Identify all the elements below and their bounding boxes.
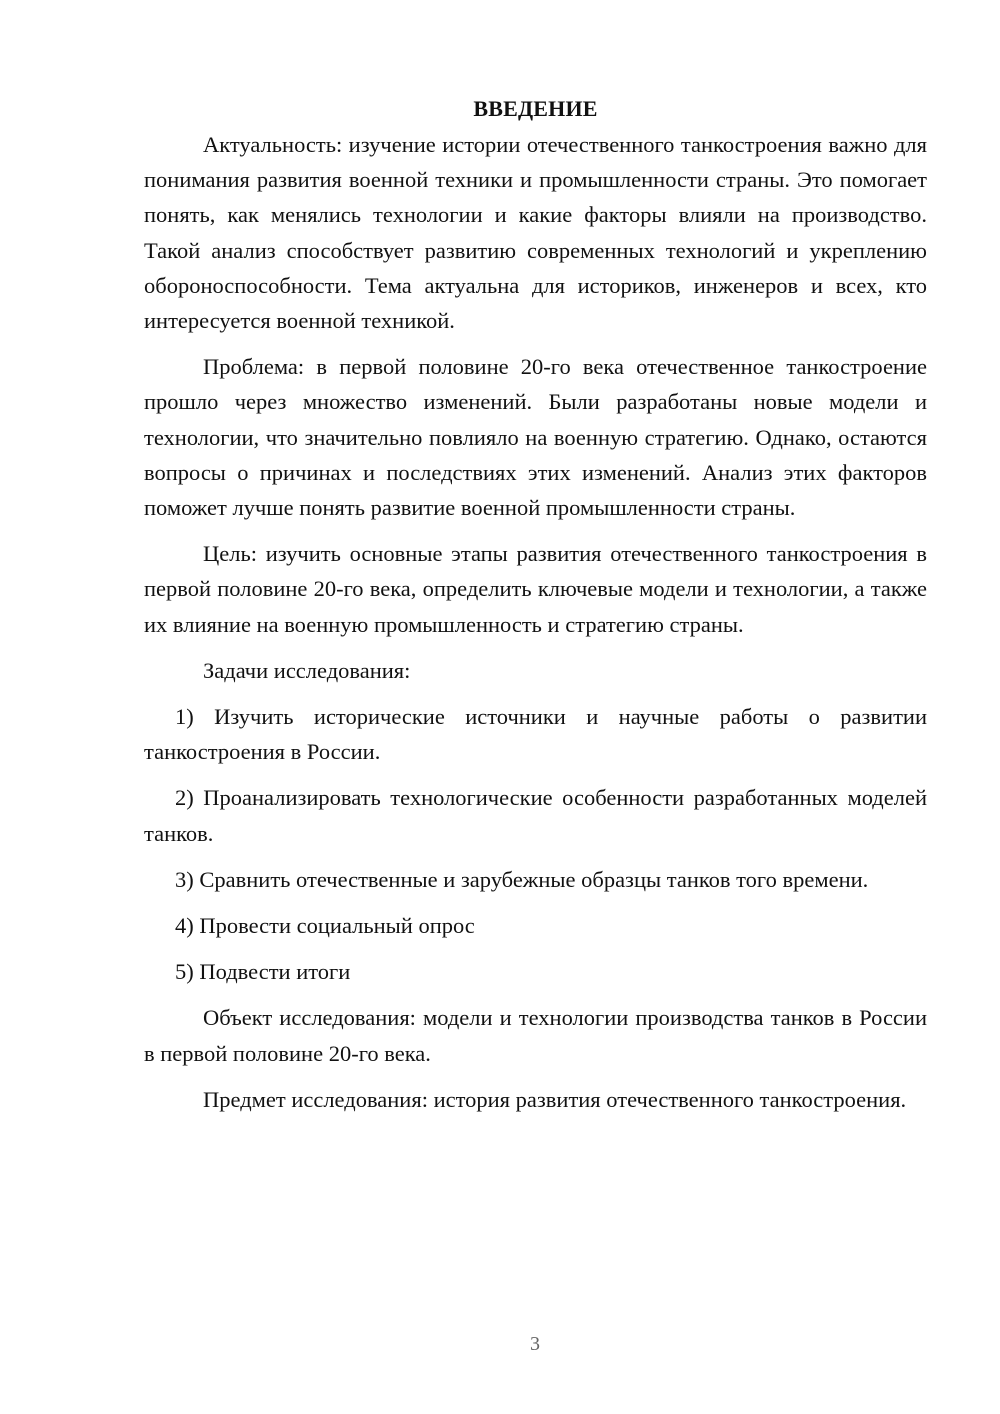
task-item-1: 1) Изучить исторические источники и научные работы о развитии танкостроения в России. <box>144 704 927 765</box>
goal-paragraph: Цель: изучить основные этапы развития отечественного танкостроения в первой половине 20-го века, определить ключевые модели и технологии, а также их влияние на военную промышленность и стратегию страны. <box>144 541 927 637</box>
document-page <box>144 92 927 1128</box>
page-title: ВВЕДЕНИЕ <box>473 96 598 121</box>
task-item-4: 4) Провести социальный опрос <box>175 913 475 939</box>
tasks-title: Задачи исследования: <box>203 657 411 683</box>
task-item-5: 5) Подвести итоги <box>175 959 351 985</box>
research-subject-paragraph: Предмет исследования: история развития отечественного танкостроения. <box>203 1086 907 1112</box>
relevance-paragraph: Актуальность: изучение истории отечественного танкостроения важно для понимания развития военной техники и промышленности страны. Это помогает понять, как менялись технологии и какие факторы влияли на производство. Такой анализ способствует развитию современных технологий и укреплению обороноспособности. Тема актуальна для историков, инженеров и всех, кто интересуется военной техникой. <box>144 132 927 334</box>
task-item-3: 3) Сравнить отечественные и зарубежные образцы танков того времени. <box>175 866 869 892</box>
task-item-2: 2) Проанализировать технологические особенности разработанных моделей танков. <box>144 785 927 846</box>
page-number: 3 <box>530 1333 540 1355</box>
research-object-paragraph: Объект исследования: модели и технологии производства танков в России в первой половине 20-го века. <box>144 1005 927 1066</box>
problem-paragraph: Проблема: в первой половине 20-го века отечественное танкостроение прошло через множество изменений. Были разработаны новые модели и технологии, что значительно повлияло на военную стратегию. Однако, остаются вопросы о причинах и последствиях этих изменений. Анализ этих факторов поможет лучше понять развитие военной промышленности страны. <box>144 354 927 521</box>
